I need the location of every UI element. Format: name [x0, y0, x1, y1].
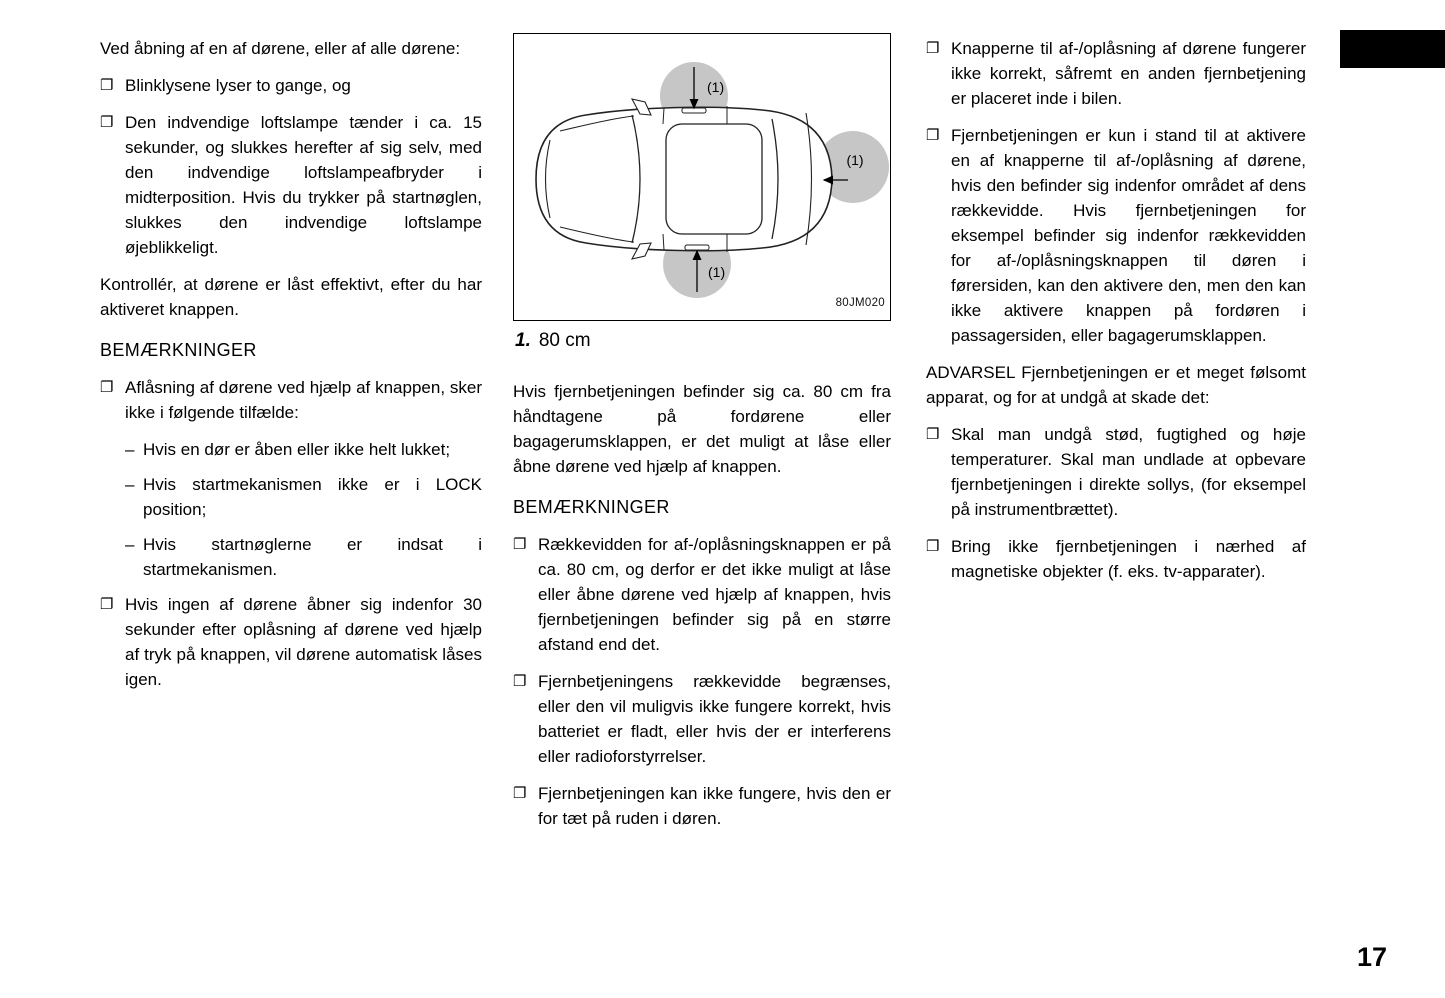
dash-item — [125, 472, 482, 522]
dash-icon: – — [125, 535, 135, 554]
bullet-text: Blinklysene lyser to gange, og — [125, 76, 351, 95]
figure-caption-ref: 1. — [515, 330, 531, 351]
bullet-item — [926, 123, 1306, 348]
notes-heading: BEMÆRKNINGER — [513, 497, 670, 517]
dash-text: Hvis startnøglerne er indsat i startmekanismen. — [143, 535, 482, 579]
door-handle-bottom — [685, 245, 709, 250]
dash-item — [125, 437, 482, 462]
paragraph: Kontrollér, at dørene er låst effektivt, efter du har aktiveret knappen. — [100, 275, 482, 319]
car-body-outline — [536, 107, 832, 250]
bullet-item — [513, 669, 891, 769]
bullet-text: Knapperne til af-/oplåsning af dørene fungerer ikke korrekt, såfremt en anden fjernbetjening er placeret inde i bilen. — [951, 39, 1306, 108]
chapter-tab-marker — [1340, 30, 1445, 68]
figure-code: 80JM020 — [835, 297, 885, 309]
bullet-text: Fjernbetjeningen kan ikke fungere, hvis den er for tæt på ruden i døren. — [538, 784, 891, 828]
bullet-text: Bring ikke fjernbetjeningen i nærhed af magnetiske objekter (f. eks. tv-apparater). — [951, 537, 1306, 581]
square-bullet-icon: ❐ — [926, 40, 940, 57]
bullet-text: Den indvendige loftslampe tænder i ca. 15 sekunder, og slukkes herefter af sig selv, med den indvendige loftslampeafbryder i midterposition. Hvis du trykker på startnøglen, slukkes den indvendige loftslampe øjeblikkeligt. — [125, 113, 482, 257]
notes-heading: BEMÆRKNINGER — [100, 340, 257, 360]
square-bullet-icon: ❐ — [100, 114, 114, 131]
paragraph: Hvis fjernbetjeningen befinder sig ca. 80 cm fra håndtagene på fordørene eller bagagerumsklappen, er det muligt at låse eller åbne dørene ved hjælp af knappen. — [513, 382, 891, 476]
bullet-item — [926, 422, 1306, 522]
dash-text: Hvis startmekanismen ikke er i LOCK position; — [143, 475, 482, 519]
square-bullet-icon: ❐ — [926, 538, 940, 555]
figure-caption-text: 80 cm — [538, 330, 591, 351]
bullet-text: Skal man undgå stød, fugtighed og høje temperaturer. Skal man undlade at opbevare fjernbetjeningen i direkte sollys, (for eksempel på instrumentbrættet). — [951, 425, 1306, 519]
car-top-view-diagram — [514, 34, 890, 320]
zone-label-top: (1) — [707, 79, 725, 95]
square-bullet-icon: ❐ — [513, 536, 527, 553]
bullet-item — [100, 375, 482, 425]
right-column — [926, 36, 1306, 596]
bullet-text: Fjernbetjeningen er kun i stand til at aktivere en af knapperne til af-/oplåsning af dørene, hvis den befinder sig indenfor området af dens rækkevidde. Hvis fjernbetjeningen for eksempel befinder sig indenfor rækkevidden for af-/oplåsningsknappen til døren i førersiden, kan den aktivere den, men den kan ikke aktivere knappen på fordøren i passagersiden, eller bagagerumsklappen. — [951, 126, 1306, 345]
bullet-item — [926, 36, 1306, 111]
bullet-item — [100, 73, 482, 98]
bullet-item — [926, 534, 1306, 584]
zone-label-rear: (1) — [846, 152, 864, 168]
figure-caption — [515, 328, 891, 353]
figure-box — [513, 33, 891, 321]
square-bullet-icon: ❐ — [513, 673, 527, 690]
left-column — [100, 36, 482, 704]
bullet-text: Rækkevidden for af-/oplåsningsknappen er på ca. 80 cm, og derfor er det ikke muligt at låse eller åbne dørene ved hjælp af knappen, hvis fjernbetjeningen befinder sig på en større afstand end det. — [538, 535, 891, 654]
door-handle-top — [682, 108, 706, 113]
warning-paragraph: ADVARSEL Fjernbetjeningen er et meget følsomt apparat, og for at undgå at skade det: — [926, 363, 1306, 407]
page-number: 17 — [1356, 942, 1387, 972]
bullet-text: Hvis ingen af dørene åbner sig indenfor 30 sekunder efter oplåsning af dørene ved hjælp af tryk på knappen, vil dørene automatisk låses igen. — [125, 595, 482, 689]
bullet-item — [513, 532, 891, 657]
square-bullet-icon: ❐ — [100, 379, 114, 396]
dash-icon: – — [125, 440, 135, 459]
middle-column — [513, 33, 891, 843]
dash-icon: – — [125, 475, 135, 494]
bullet-item — [100, 110, 482, 260]
zone-label-bottom: (1) — [708, 264, 726, 280]
square-bullet-icon: ❐ — [100, 77, 114, 94]
bullet-item — [100, 592, 482, 692]
square-bullet-icon: ❐ — [100, 596, 114, 613]
dash-item — [125, 532, 482, 582]
square-bullet-icon: ❐ — [926, 426, 940, 443]
paragraph: Ved åbning af en af dørene, eller af alle dørene: — [100, 39, 461, 58]
bullet-item — [513, 781, 891, 831]
square-bullet-icon: ❐ — [926, 127, 940, 144]
square-bullet-icon: ❐ — [513, 785, 527, 802]
bullet-text: Fjernbetjeningens rækkevidde begrænses, eller den vil muligvis ikke fungere korrekt, hvis batteriet er fladt, eller hvis der er interferens eller radioforstyrrelser. — [538, 672, 891, 766]
dash-text: Hvis en dør er åben eller ikke helt lukket; — [143, 440, 451, 459]
bullet-text: Aflåsning af dørene ved hjælp af knappen, sker ikke i følgende tilfælde: — [125, 378, 482, 422]
